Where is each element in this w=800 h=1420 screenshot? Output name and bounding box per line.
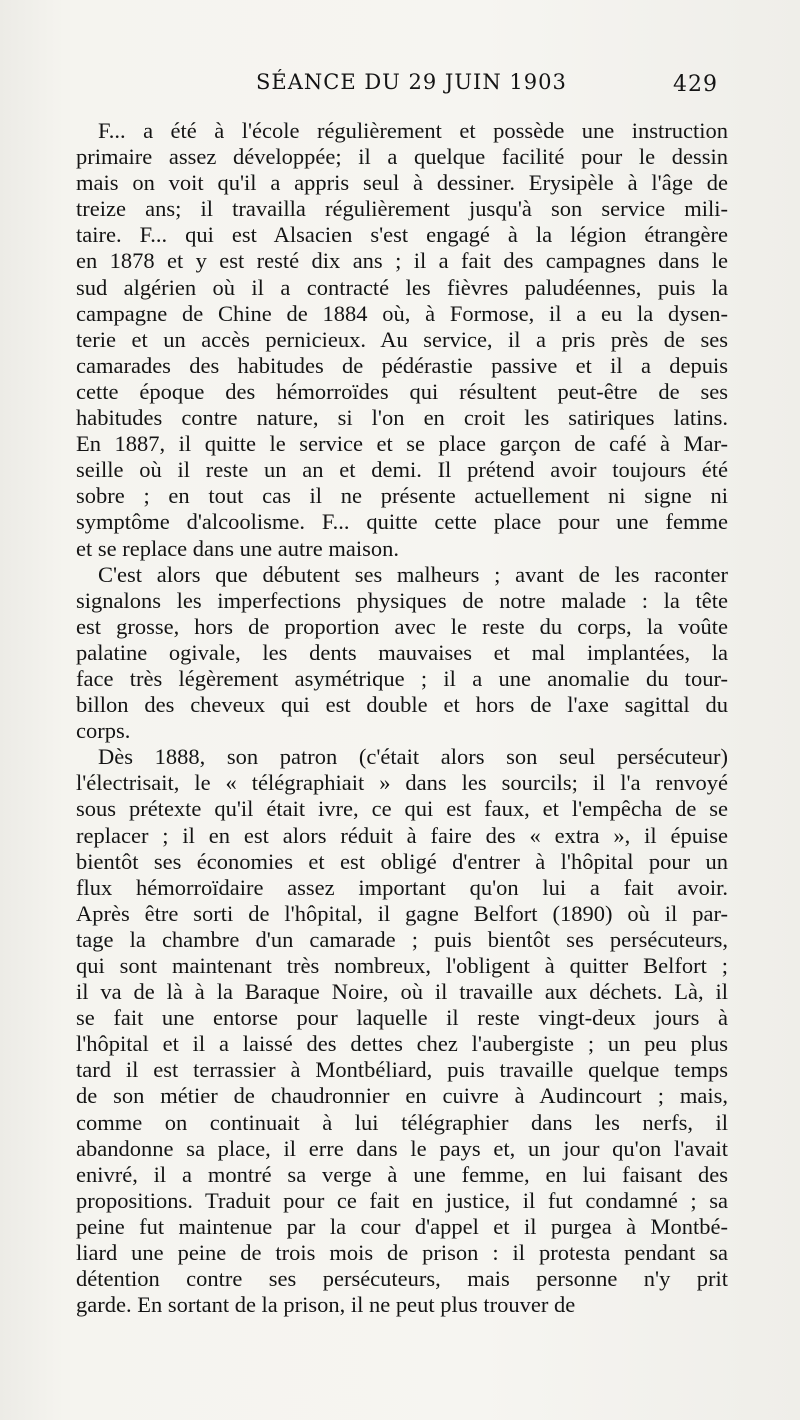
running-title: SÉANCE DU 29 JUIN 1903: [256, 70, 567, 94]
text-line: en 1878 et y est resté dix ans ; il a fait des campagnes dans le: [76, 248, 728, 274]
paragraph: [76, 562, 728, 745]
paragraph: [76, 744, 728, 1318]
text-line: propositions. Traduit pour ce fait en justice, il fut condamné ; sa: [76, 1187, 728, 1213]
text-line: est grosse, hors de proportion avec le reste du corps, la voûte: [76, 613, 728, 639]
page-number: 429: [673, 72, 718, 97]
text-line: et se replace dans une autre maison.: [76, 535, 399, 561]
text-line: se fait une entorse pour laquelle il reste vingt-deux jours à: [76, 1005, 728, 1031]
text-line: face très légèrement asymétrique ; il a une anomalie du tour-: [76, 665, 728, 691]
text-line: mais on voit qu'il a appris seul à dessiner. Erysipèle à l'âge de: [76, 170, 728, 196]
page-header: [78, 70, 718, 104]
text-line: abandonne sa place, il erre dans le pays et, un jour qu'on l'avait: [76, 1135, 728, 1161]
text-line: En 1887, il quitte le service et se place garçon de café à Mar-: [76, 431, 728, 457]
text-line: cette époque des hémorroïdes qui résultent peut-être de ses: [76, 378, 728, 404]
text-line: terie et un accès pernicieux. Au service, il a pris près de ses: [76, 326, 728, 352]
text-line: détention contre ses persécuteurs, mais personne n'y prit: [76, 1266, 728, 1292]
text-line: sud algérien où il a contracté les fièvres paludéennes, puis la: [76, 274, 728, 300]
text-line: primaire assez développée; il a quelque facilité pour le dessin: [76, 144, 728, 170]
text-line: sous prétexte qu'il était ivre, ce qui est faux, et l'empêcha de se: [76, 796, 728, 822]
text-line: tard il est terrassier à Montbéliard, puis travaille quelque temps: [76, 1057, 728, 1083]
text-line: replacer ; il en est alors réduit à faire des « extra », il épuise: [76, 822, 728, 848]
text-line: bientôt ses économies et est obligé d'entrer à l'hôpital pour un: [76, 848, 728, 874]
text-line: enivré, il a montré sa verge à une femme, en lui faisant des: [76, 1161, 728, 1187]
paragraph: [76, 118, 728, 562]
text-line: billon des cheveux qui est double et hors de l'axe sagittal du: [76, 692, 728, 718]
text-line: de son métier de chaudronnier en cuivre à Audincourt ; mais,: [76, 1083, 728, 1109]
text-line: Après être sorti de l'hôpital, il gagne Belfort (1890) où il par-: [76, 900, 728, 926]
text-line: tage la chambre d'un camarade ; puis bientôt ses persécuteurs,: [76, 926, 728, 952]
text-line: qui sont maintenant très nombreux, l'obligent à quitter Belfort ;: [76, 953, 728, 978]
body-text: [76, 118, 728, 1318]
text-line: signalons les imperfections physiques de notre malade : la tête: [76, 587, 728, 613]
text-line: palatine ogivale, les dents mauvaises et mal implantées, la: [76, 639, 728, 665]
text-line: taire. F... qui est Alsacien s'est engagé à la légion étrangère: [76, 222, 728, 248]
text-line: treize ans; il travailla régulièrement jusqu'à son service mili-: [76, 196, 728, 222]
text-line: F... a été à l'école régulièrement et possède une instruction: [98, 118, 728, 143]
text-line: comme on continuait à lui télégraphier dans les nerfs, il: [76, 1109, 728, 1135]
text-line: Dès 1888, son patron (c'était alors son seul persécuteur): [98, 744, 728, 770]
text-line: seille où il reste un an et demi. Il prétend avoir toujours été: [76, 457, 728, 483]
text-line: l'électrisait, le « télégraphiait » dans les sourcils; il l'a renvoyé: [76, 770, 728, 796]
text-line: l'hôpital et il a laissé des dettes chez l'aubergiste ; un peu plus: [76, 1031, 728, 1057]
text-line: peine fut maintenue par la cour d'appel et il purgea à Montbé-: [76, 1213, 728, 1239]
text-line: il va de là à la Baraque Noire, où il travaille aux déchets. Là, il: [76, 979, 728, 1005]
text-line: campagne de Chine de 1884 où, à Formose, il a eu la dysen-: [76, 300, 728, 326]
text-line: flux hémorroïdaire assez important qu'on lui a fait avoir.: [76, 874, 728, 900]
text-line: camarades des habitudes de pédérastie passive et il a depuis: [76, 352, 728, 378]
text-line: symptôme d'alcoolisme. F... quitte cette place pour une femme: [76, 509, 728, 535]
text-line: liard une peine de trois mois de prison : il protesta pendant sa: [76, 1240, 728, 1266]
text-line: sobre ; en tout cas il ne présente actuellement ni signe ni: [76, 483, 728, 509]
text-line: habitudes contre nature, si l'on en croit les satiriques latins.: [76, 405, 728, 431]
text-line: corps.: [76, 718, 131, 744]
text-line: garde. En sortant de la prison, il ne peut plus trouver de: [76, 1292, 576, 1318]
text-line: C'est alors que débutent ses malheurs ; avant de les raconter: [98, 561, 728, 587]
